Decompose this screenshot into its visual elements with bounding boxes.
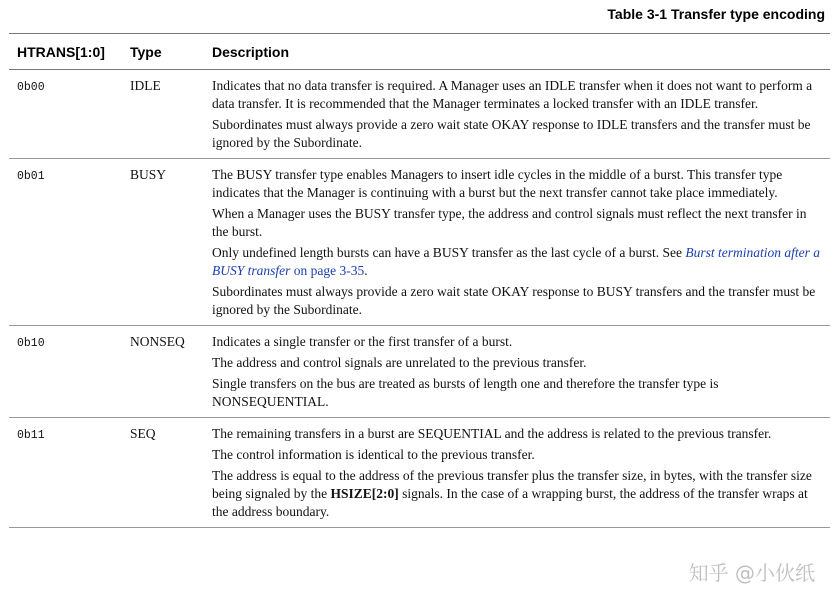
cell-type: BUSY [130, 167, 167, 182]
description-paragraph: The address and control signals are unrelated to the previous transfer. [212, 355, 587, 370]
table-row-nonseq [9, 326, 830, 418]
cell-code: 0b10 [17, 337, 45, 350]
table-row-idle [9, 70, 830, 159]
header-htrans: HTRANS[1:0] [17, 44, 105, 60]
paragraph-text: signals. In the case of a wrapping burst, the address of the transfer wraps at the address boundary. [212, 486, 808, 519]
cell-description [204, 326, 830, 418]
table-row-busy [9, 159, 830, 326]
cell-code: 0b00 [17, 81, 45, 94]
paragraph-text: The address is equal to the address of the previous transfer plus the transfer size, in bytes, with the transfer size being signaled by the [212, 468, 812, 501]
table-caption: Table 3-1 Transfer type encoding [607, 6, 825, 22]
header-description: Description [212, 44, 290, 60]
cell-code: 0b11 [17, 429, 45, 442]
cell-description [204, 418, 830, 528]
table-body [9, 70, 830, 528]
description-paragraph: Indicates that no data transfer is required. A Manager uses an IDLE transfer when it does not want to perform a data transfer. It is recommended that the Manager terminates a locked transfer with an IDLE transfer. [212, 78, 813, 111]
cell-type: NONSEQ [130, 334, 185, 349]
link-page[interactable]: on page 3-35 [290, 263, 365, 278]
table-header [9, 34, 830, 70]
cell-type: SEQ [130, 426, 156, 441]
description-paragraph: The remaining transfers in a burst are SEQUENTIAL and the address is related to the previous transfer. [212, 426, 772, 441]
description-paragraph: The control information is identical to the previous transfer. [212, 447, 535, 462]
header-row [9, 34, 830, 70]
description-paragraph: When a Manager uses the BUSY transfer type, the address and control signals must reflect the next transfer in the burst. [212, 206, 807, 239]
link-title[interactable]: Burst termination after a BUSY transfer [212, 245, 820, 278]
description-paragraph: Subordinates must always provide a zero wait state OKAY response to BUSY transfers and the transfer must be ignored by the Subordinate. [212, 284, 816, 317]
description-paragraph [212, 244, 824, 280]
hsize-signal: HSIZE[2:0] [330, 486, 399, 501]
description-paragraph: Single transfers on the bus are treated as bursts of length one and therefore the transfer type is NONSEQUENTIAL. [212, 376, 719, 409]
cell-code: 0b01 [17, 170, 45, 183]
description-paragraph [212, 467, 824, 521]
header-type: Type [130, 44, 162, 60]
cell-type: IDLE [130, 78, 161, 93]
cell-description [204, 70, 830, 159]
cell-description [204, 159, 830, 326]
transfer-type-table [9, 33, 830, 528]
table-row-seq [9, 418, 830, 528]
description-paragraph: Subordinates must always provide a zero wait state OKAY response to IDLE transfers and the transfer must be ignored by the Subordinate. [212, 117, 811, 150]
paragraph-text: Only undefined length bursts can have a BUSY transfer as the last cycle of a burst. See [212, 245, 686, 260]
description-paragraph: Indicates a single transfer or the first transfer of a burst. [212, 334, 513, 349]
paragraph-text: . [364, 263, 368, 278]
watermark: 知乎 @小伙纸 [688, 561, 815, 585]
description-paragraph: The BUSY transfer type enables Managers to insert idle cycles in the middle of a burst. This transfer type indicates that the Manager is continuing with a burst but the next transfer cannot take place immediately. [212, 167, 783, 200]
